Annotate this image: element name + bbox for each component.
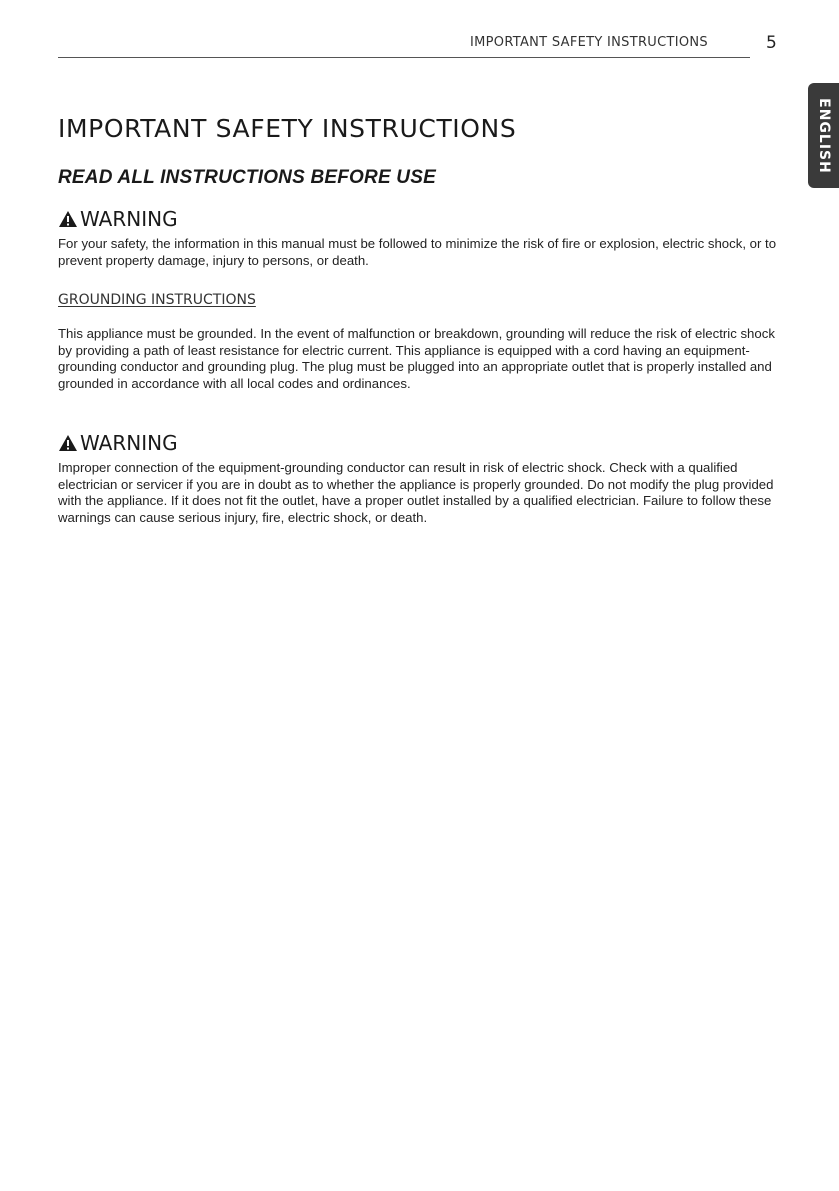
page-subtitle: READ ALL INSTRUCTIONS BEFORE USE [58,167,436,188]
grounding-paragraph: This appliance must be grounded. In the event of malfunction or breakdown, grounding will reduce the risk of electric shock by providing a path of least resistance for electric current. This appliance is equipped with a cord having an equipment-grounding conductor and grounding plug. The plug must be plugged into an appropriate outlet that is properly installed and grounded in accordance with all local codes and ordinances. [58,326,775,391]
grounding-heading: GROUNDING INSTRUCTIONS [58,292,256,308]
warning-triangle-icon [58,210,78,228]
language-tab [808,83,839,188]
page-number: 5 [766,33,777,53]
warning-heading-label: WARNING [80,207,178,231]
warning-heading [58,207,178,231]
warning-heading [58,431,178,455]
running-header: IMPORTANT SAFETY INSTRUCTIONS [470,35,708,50]
page-title: IMPORTANT SAFETY INSTRUCTIONS [58,114,517,143]
warning-paragraph: For your safety, the information in this manual must be followed to minimize the risk of fire or explosion, electric shock, or to prevent property damage, injury to persons, or death. [58,236,777,268]
warning-triangle-icon [58,434,78,452]
warning-heading-label: WARNING [80,431,178,455]
language-tab-label: ENGLISH [815,97,832,174]
warning-paragraph: Improper connection of the equipment-grounding conductor can result in risk of electric shock. Check with a qualified electrician or servicer if you are in doubt as to whether the appliance is properly grounded. Do not modify the plug provided with the appliance. If it does not fit the outlet, have a proper outlet installed by a qualified electrician. Failure to follow these warnings can cause serious injury, fire, electric shock, or death. [58,460,774,525]
header-divider [58,57,750,58]
